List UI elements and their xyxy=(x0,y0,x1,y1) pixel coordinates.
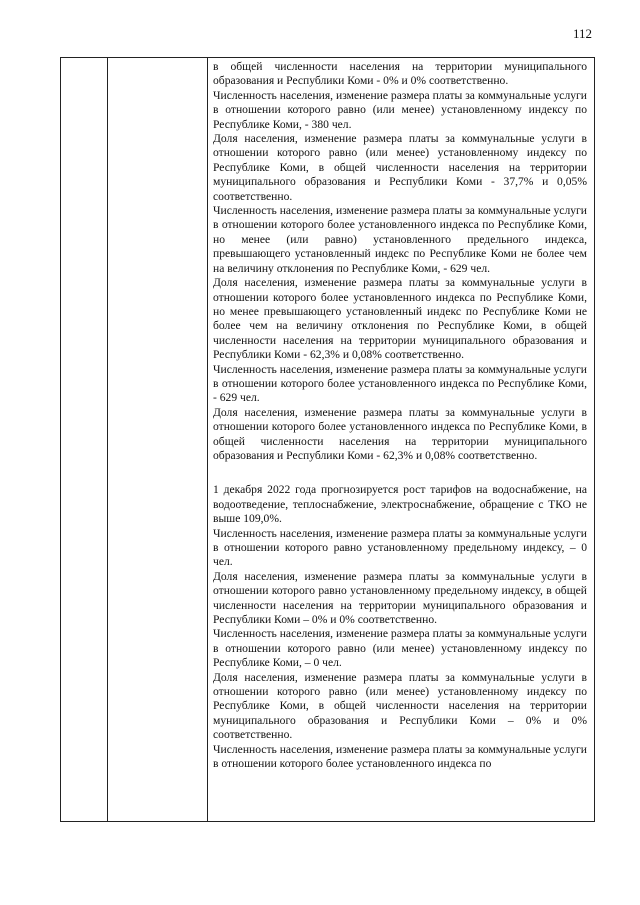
page-number: 112 xyxy=(572,26,592,41)
paragraph: Численность населения, изменение размера платы за коммунальные услуги в отношении которого более установленного индекса по xyxy=(213,742,587,771)
paragraph: Доля населения, изменение размера платы за коммунальные услуги в отношении которого равно (или менее) установленному индексу по Республике Коми, в общей численности населения на территории муниципального образования и Республики Коми – 0% и 0% соответственно. xyxy=(213,670,587,742)
paragraph: 1 декабря 2022 года прогнозируется рост тарифов на водоснабжение, на водоотведение, теплоснабжение, электроснабжение, обращение с ТКО не выше 109,0%. xyxy=(213,483,587,526)
paragraph: Численность населения, изменение размера платы за коммунальные услуги в отношении которого более установленного индекса по Республике Коми, - 629 чел. xyxy=(213,362,587,405)
paragraph: Численность населения, изменение размера платы за коммунальные услуги в отношении которого равно установленному предельному индексу, – 0 чел. xyxy=(213,526,587,569)
paragraph: Численность населения, изменение размера платы за коммунальные услуги в отношении которого более установленного индекса по Республике Коми, но менее (или равно) установленного предельного индекса, превышающего установленный индекс по Республике Коми не более чем на величину отклонения по Республике Коми, - 629 чел. xyxy=(213,204,587,275)
paragraph: Доля населения, изменение размера платы за коммунальные услуги в отношении которого равно (или менее) установленному индексу по Республике Коми, в общей численности населения на территории муниципального образования и Республики Коми - 37,7% и 0,05% соответственно. xyxy=(213,132,587,203)
paragraph: Доля населения, изменение размера платы за коммунальные услуги в отношении которого равно установленному предельному индексу, в общей численности населения на территории муниципального образования и Республики Коми – 0% и 0% соответственно. xyxy=(213,569,587,627)
paragraph-spacer xyxy=(213,463,587,483)
column-divider xyxy=(207,58,208,821)
paragraph: Численность населения, изменение размера платы за коммунальные услуги в отношении которого равно (или менее) установленному индексу по Республике Коми, – 0 чел. xyxy=(213,627,587,670)
paragraph: в общей численности населения на территории муниципального образования и Республики Коми - 0% и 0% соответственно. xyxy=(213,60,587,88)
table-text-cell xyxy=(213,60,587,772)
paragraph: Доля населения, изменение размера платы за коммунальные услуги в отношении которого более установленного индекса по Республике Коми, в общей численности населения на территории муниципального образования и Республики Коми - 62,3% и 0,08% соответственно. xyxy=(213,405,587,462)
column-divider xyxy=(107,58,108,821)
paragraph: Численность населения, изменение размера платы за коммунальные услуги в отношении которого равно (или менее) установленному индексу по Республике Коми, - 380 чел. xyxy=(213,88,587,131)
paragraph: Доля населения, изменение размера платы за коммунальные услуги в отношении которого более установленного индекса по Республике Коми, но менее превышающего установленный индекс по Республике Коми не более чем на величину отклонения по Республике Коми, в общей численности населения на территории муниципального образования и Республики Коми - 62,3% и 0,08% соответственно. xyxy=(213,276,587,362)
document-table xyxy=(60,57,595,822)
